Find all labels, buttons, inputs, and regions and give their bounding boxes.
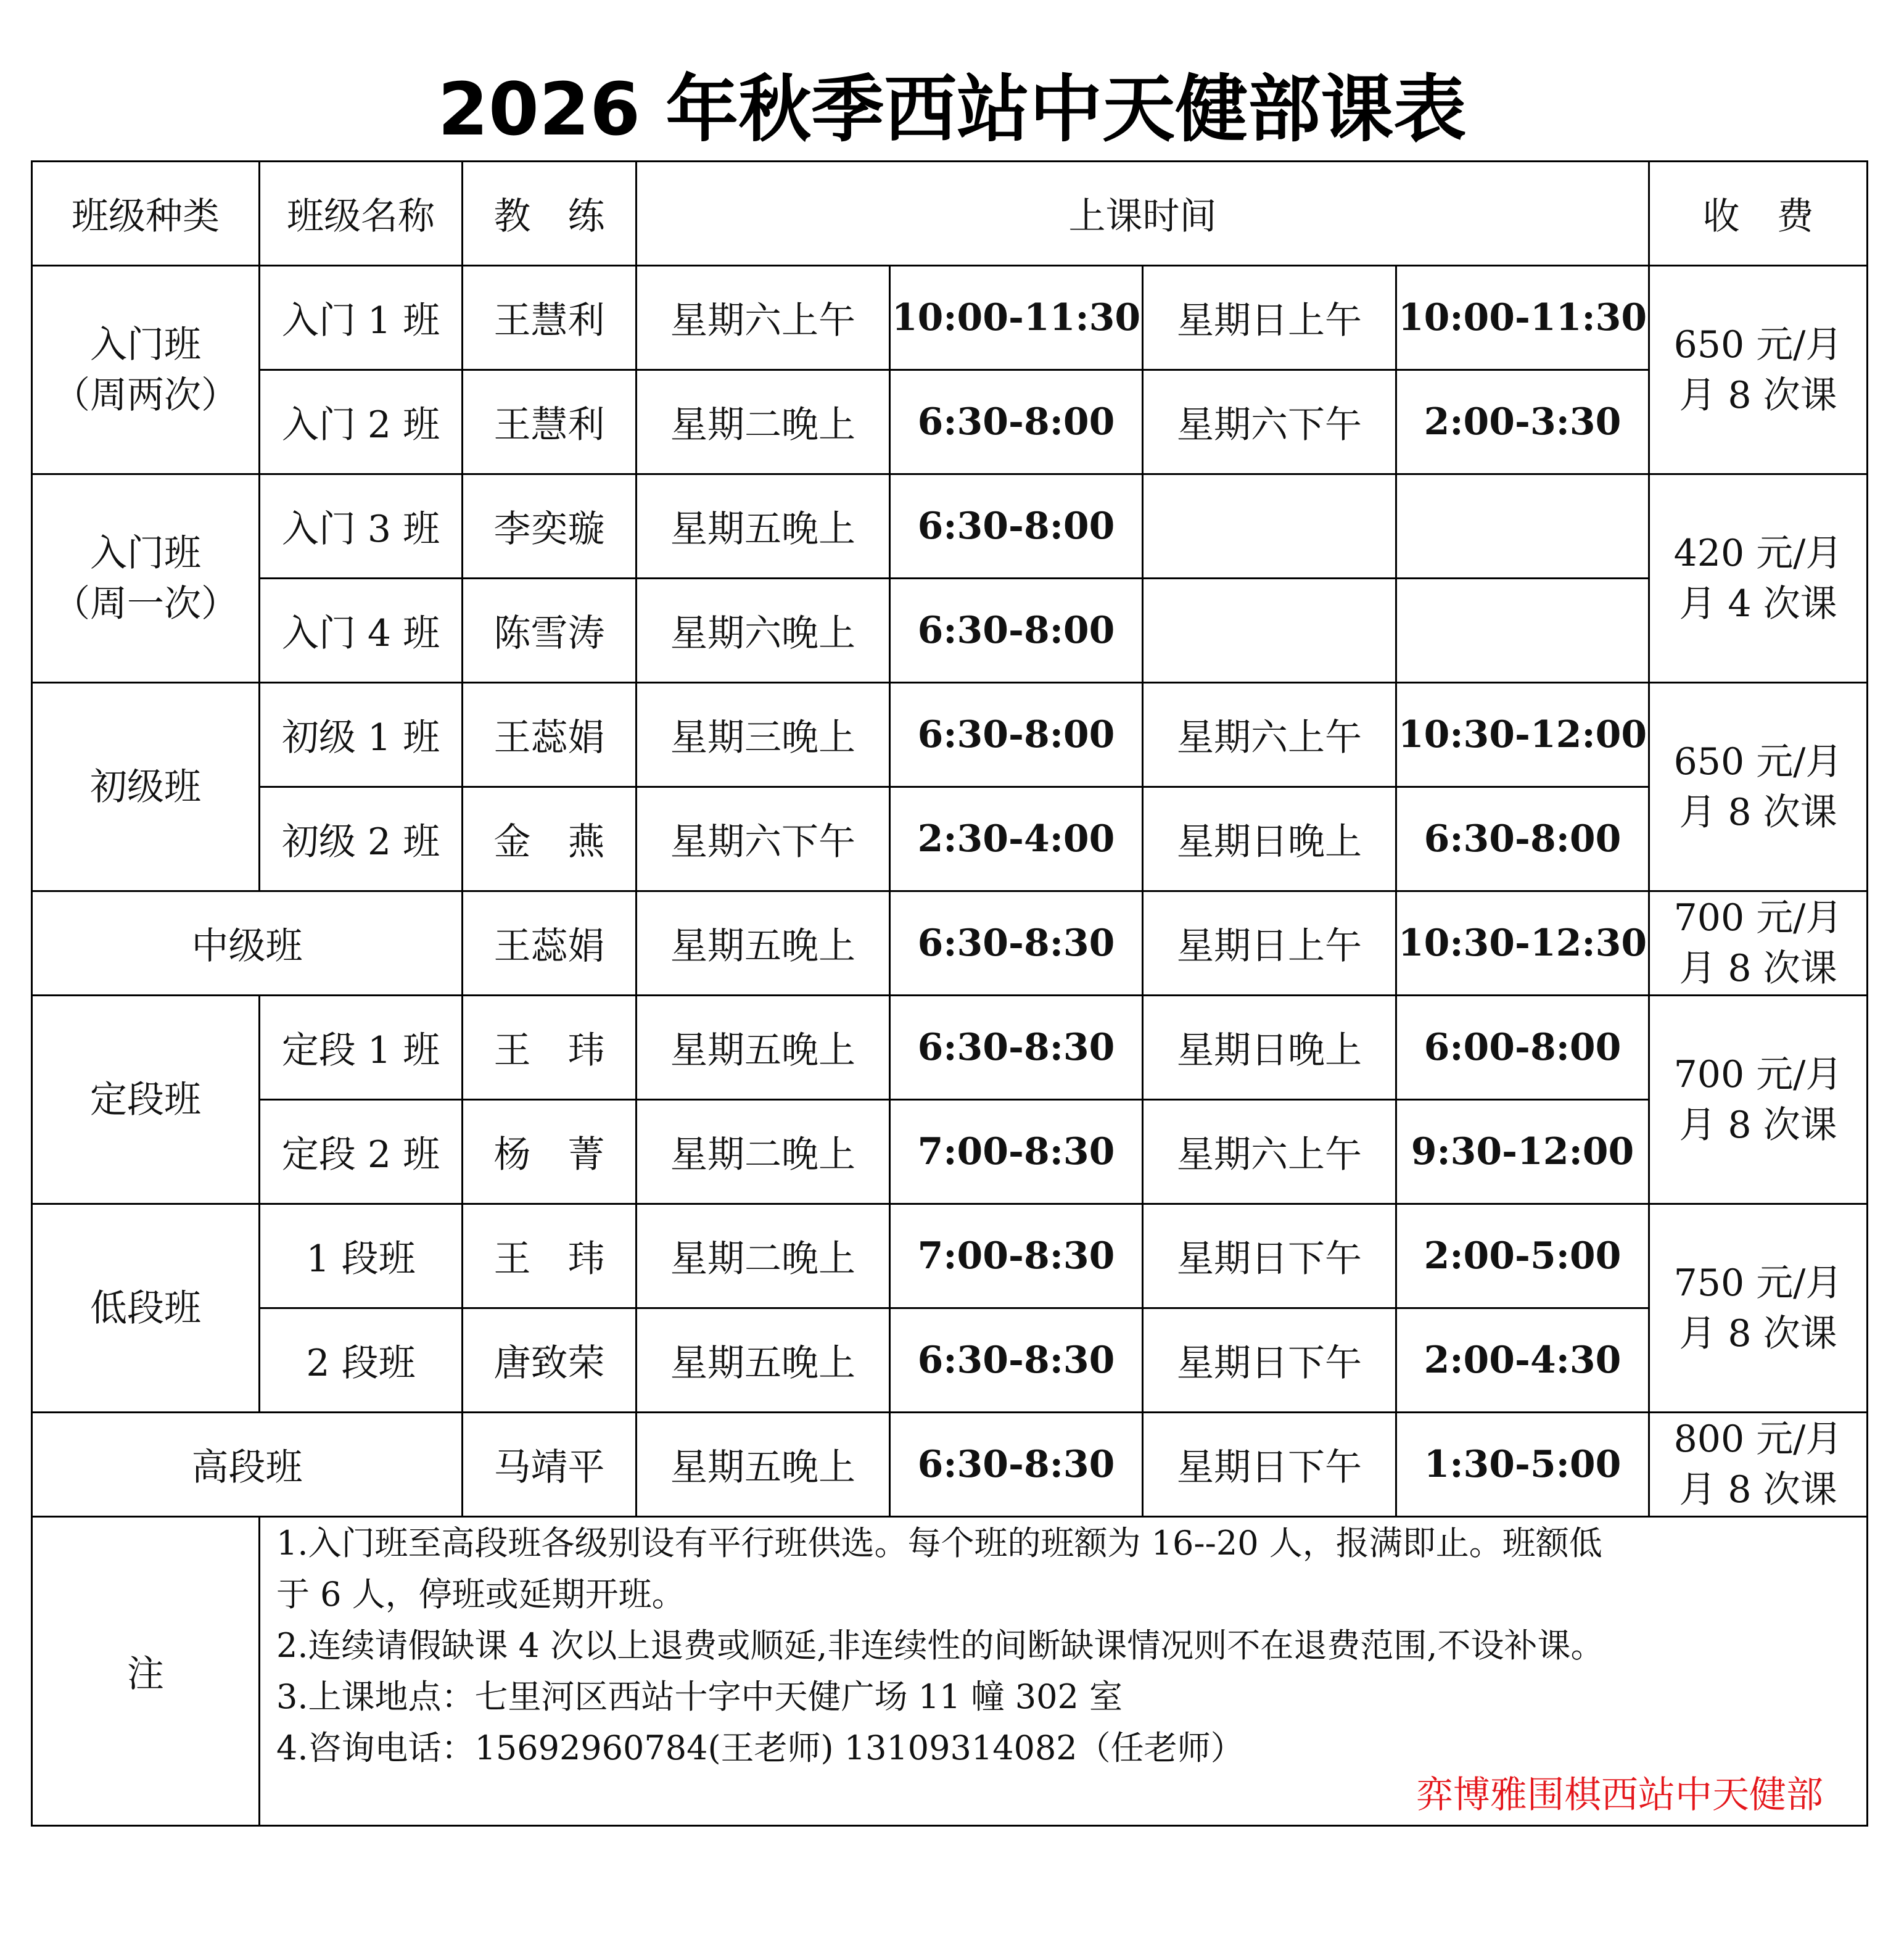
fee-cell	[1649, 891, 1868, 996]
day-2: 星期日下午	[1143, 1413, 1396, 1517]
time-1: 6:30-8:00	[890, 579, 1143, 683]
day-1: 星期五晚上	[637, 891, 890, 996]
day-1: 星期五晚上	[637, 996, 890, 1100]
fee-lessons: 月 8 次课	[1679, 947, 1837, 990]
class-category: 入门班 （周一次）	[32, 474, 260, 683]
note-line: 2.连续请假缺课 4 次以上退费或顺延,非连续性的间断缺课情况则不在退费范围,不设补课。	[276, 1626, 1604, 1665]
coach-name: 金 燕	[463, 787, 637, 891]
class-name: 入门 3 班	[260, 474, 463, 579]
header-fee: 收 费	[1649, 162, 1868, 266]
time-2: 6:30-8:00	[1396, 787, 1649, 891]
note-line: 于 6 人，停班或延期开班。	[276, 1575, 685, 1614]
class-name: 入门 4 班	[260, 579, 463, 683]
schedule-body	[32, 162, 1868, 1826]
day-1: 星期二晚上	[637, 1204, 890, 1308]
time-2: 6:00-8:00	[1396, 996, 1649, 1100]
table-row	[32, 1308, 1868, 1413]
fee-lessons: 月 8 次课	[1679, 373, 1837, 417]
day-1: 星期三晚上	[637, 683, 890, 787]
day-1: 星期六晚上	[637, 579, 890, 683]
time-2: 10:30-12:30	[1396, 891, 1649, 996]
class-name: 1 段班	[260, 1204, 463, 1308]
header-class-name: 班级名称	[260, 162, 463, 266]
coach-name: 王蕊娟	[463, 683, 637, 787]
table-row	[32, 579, 1868, 683]
note-line: 4.咨询电话：15692960784(王老师) 13109314082（任老师）	[276, 1728, 1244, 1767]
day-2: 星期日下午	[1143, 1308, 1396, 1413]
time-2: 1:30-5:00	[1396, 1413, 1649, 1517]
time-1: 6:30-8:30	[890, 1413, 1143, 1517]
fee-amount: 800 元/月	[1673, 1418, 1843, 1461]
fee-amount: 750 元/月	[1673, 1261, 1843, 1305]
day-1: 星期六上午	[637, 266, 890, 370]
time-1: 6:30-8:30	[890, 1308, 1143, 1413]
coach-name: 李奕璇	[463, 474, 637, 579]
class-category: 高段班	[32, 1413, 463, 1517]
time-2: 10:30-12:00	[1396, 683, 1649, 787]
day-1: 星期二晚上	[637, 1100, 890, 1204]
class-category: 中级班	[32, 891, 463, 996]
day-2: 星期六上午	[1143, 683, 1396, 787]
class-name: 初级 2 班	[260, 787, 463, 891]
fee-cell	[1649, 474, 1868, 683]
notes-label: 注	[32, 1517, 260, 1826]
fee-lessons: 月 8 次课	[1679, 1468, 1837, 1511]
time-2	[1396, 579, 1649, 683]
day-1: 星期二晚上	[637, 370, 890, 474]
table-row	[32, 891, 1868, 996]
time-2: 9:30-12:00	[1396, 1100, 1649, 1204]
time-1: 6:30-8:30	[890, 996, 1143, 1100]
time-1: 6:30-8:30	[890, 891, 1143, 996]
note-line: 1.入门班至高段班各级别设有平行班供选。每个班的班额为 16--20 人，报满即止。班额低	[276, 1524, 1602, 1563]
class-name: 定段 2 班	[260, 1100, 463, 1204]
time-1: 6:30-8:00	[890, 683, 1143, 787]
day-2	[1143, 579, 1396, 683]
time-2: 2:00-5:00	[1396, 1204, 1649, 1308]
coach-name: 王蕊娟	[463, 891, 637, 996]
page-title: 2026 年秋季西站中天健部课表	[437, 67, 1467, 152]
fee-cell	[1649, 996, 1868, 1204]
table-row	[32, 1413, 1868, 1517]
table-row	[32, 787, 1868, 891]
fee-lessons: 月 8 次课	[1679, 1103, 1837, 1147]
day-2: 星期六下午	[1143, 370, 1396, 474]
coach-name: 王 玮	[463, 1204, 637, 1308]
day-2: 星期日上午	[1143, 891, 1396, 996]
day-2: 星期日下午	[1143, 1204, 1396, 1308]
signature: 弈博雅围棋西站中天健部	[1416, 1774, 1823, 1817]
coach-name: 马靖平	[463, 1413, 637, 1517]
coach-name: 王慧利	[463, 266, 637, 370]
fee-amount: 700 元/月	[1673, 1052, 1843, 1096]
table-row	[32, 996, 1868, 1100]
fee-lessons: 月 4 次课	[1679, 582, 1837, 626]
coach-name: 唐致荣	[463, 1308, 637, 1413]
fee-lessons: 月 8 次课	[1679, 790, 1837, 834]
fee-amount: 650 元/月	[1673, 740, 1843, 783]
class-name: 2 段班	[260, 1308, 463, 1413]
coach-name: 王 玮	[463, 996, 637, 1100]
header-category: 班级种类	[32, 162, 260, 266]
fee-amount: 700 元/月	[1673, 896, 1843, 940]
coach-name: 陈雪涛	[463, 579, 637, 683]
class-name: 定段 1 班	[260, 996, 463, 1100]
time-2: 2:00-4:30	[1396, 1308, 1649, 1413]
coach-name: 王慧利	[463, 370, 637, 474]
fee-lessons: 月 8 次课	[1679, 1311, 1837, 1355]
table-row	[32, 1204, 1868, 1308]
notes-row	[32, 1517, 1868, 1826]
time-2	[1396, 474, 1649, 579]
day-1: 星期五晚上	[637, 1413, 890, 1517]
schedule-table	[31, 160, 1868, 1827]
fee-cell	[1649, 683, 1868, 891]
day-2	[1143, 474, 1396, 579]
day-1: 星期六下午	[637, 787, 890, 891]
day-2: 星期日晚上	[1143, 787, 1396, 891]
table-row	[32, 683, 1868, 787]
day-1: 星期五晚上	[637, 474, 890, 579]
header-row	[32, 162, 1868, 266]
header-coach: 教 练	[463, 162, 637, 266]
class-name: 入门 2 班	[260, 370, 463, 474]
class-name: 入门 1 班	[260, 266, 463, 370]
fee-cell	[1649, 266, 1868, 474]
fee-amount: 650 元/月	[1673, 323, 1843, 366]
time-1: 6:30-8:00	[890, 474, 1143, 579]
day-1: 星期五晚上	[637, 1308, 890, 1413]
fee-cell	[1649, 1204, 1868, 1413]
time-1: 7:00-8:30	[890, 1100, 1143, 1204]
time-2: 10:00-11:30	[1396, 266, 1649, 370]
class-category: 入门班 （周两次）	[32, 266, 260, 474]
table-row	[32, 1100, 1868, 1204]
note-line: 3.上课地点：七里河区西站十字中天健广场 11 幢 302 室	[276, 1677, 1123, 1716]
class-category: 初级班	[32, 683, 260, 891]
schedule-table-wrap	[31, 160, 1866, 1827]
notes-text	[260, 1517, 1868, 1826]
class-category: 低段班	[32, 1204, 260, 1413]
class-category: 定段班	[32, 996, 260, 1204]
table-row	[32, 370, 1868, 474]
table-row	[32, 474, 1868, 579]
time-1: 7:00-8:30	[890, 1204, 1143, 1308]
time-1: 10:00-11:30	[890, 266, 1143, 370]
day-2: 星期日上午	[1143, 266, 1396, 370]
class-name: 初级 1 班	[260, 683, 463, 787]
time-2: 2:00-3:30	[1396, 370, 1649, 474]
table-row	[32, 266, 1868, 370]
day-2: 星期六上午	[1143, 1100, 1396, 1204]
fee-amount: 420 元/月	[1673, 531, 1843, 575]
coach-name: 杨 菁	[463, 1100, 637, 1204]
header-time: 上课时间	[637, 162, 1649, 266]
time-1: 6:30-8:00	[890, 370, 1143, 474]
time-1: 2:30-4:00	[890, 787, 1143, 891]
fee-cell	[1649, 1413, 1868, 1517]
day-2: 星期日晚上	[1143, 996, 1396, 1100]
